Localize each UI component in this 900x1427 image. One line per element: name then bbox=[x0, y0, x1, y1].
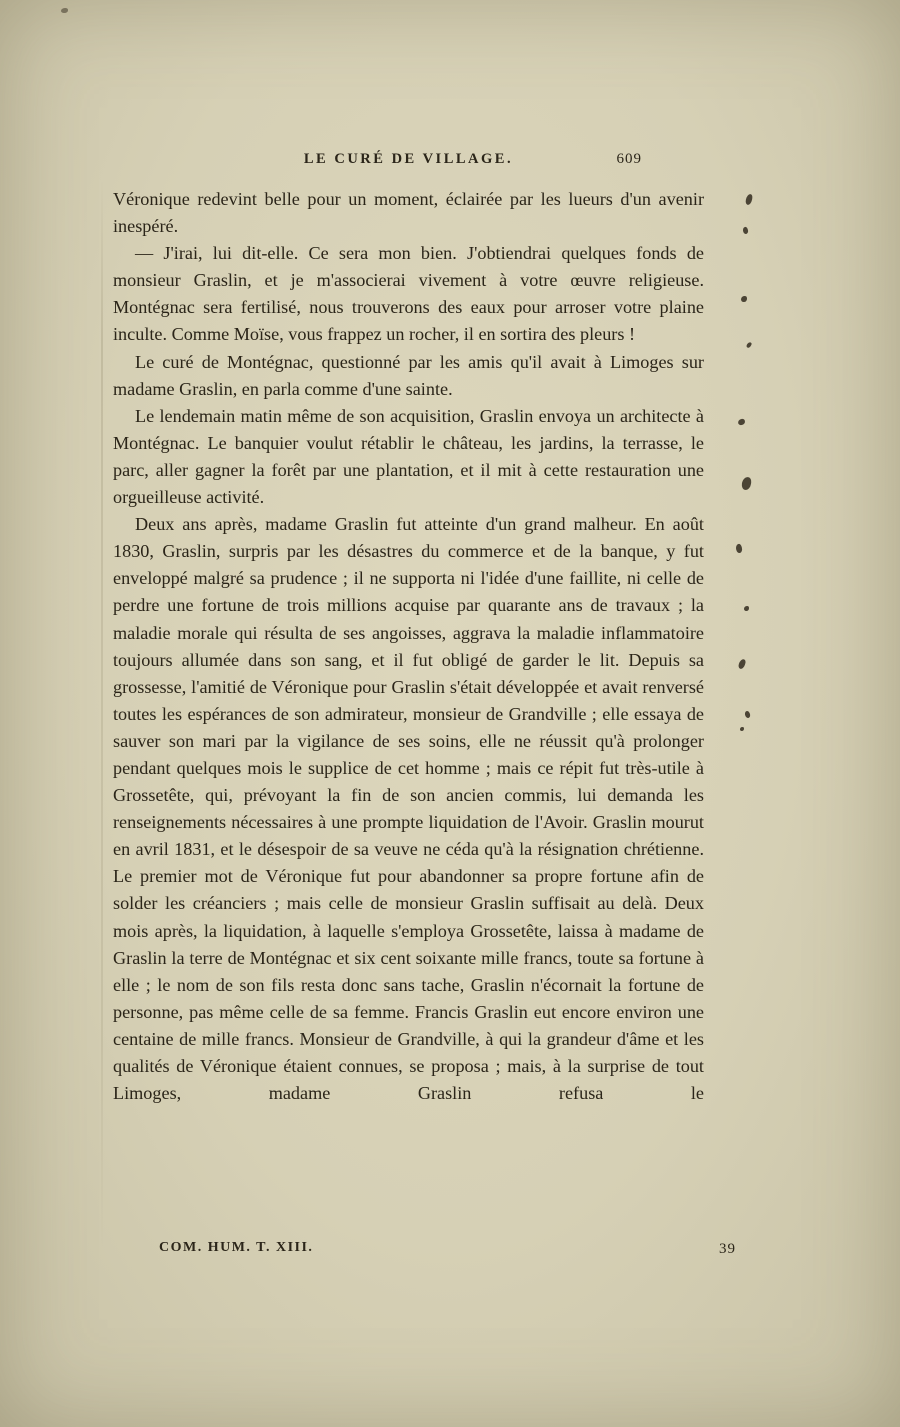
paragraph: Le curé de Montégnac, questionné par les amis qu'il avait à Limoges sur madame Graslin, en parla comme d'une sainte. bbox=[113, 351, 704, 399]
ink-speck bbox=[742, 226, 749, 234]
paragraph: Le lendemain matin même de son acquisition, Graslin envoya un architecte à Montégnac. Le banquier voulut rétablir le château, les jardins, la terrasse, le parc, aller gagner la forêt par une plantation, et il mit à cette restauration une orgueilleuse activité. bbox=[113, 405, 704, 508]
ink-speck bbox=[745, 193, 753, 205]
paragraph: — J'irai, lui dit-elle. Ce sera mon bien. J'obtiendrai quelques fonds de monsieur Graslin, et je m'associerai vivement à votre œuvre religieuse. Montégnac sera fertilisé, nous trouverons des eaux pour arroser votre plaine inculte. Comme Moïse, vous frappez un rocher, il en sortira des pleurs ! bbox=[113, 243, 704, 345]
ink-speck bbox=[741, 296, 747, 302]
ink-speck bbox=[61, 8, 68, 13]
running-head-title: LE CURÉ DE VILLAGE. bbox=[303, 151, 514, 167]
paragraph: Deux ans après, madame Graslin fut atteinte d'un grand malheur. En août 1830, Graslin, surpris par les désastres du commerce et de la banque, y fut enveloppé malgré sa prudence ; il ne supporta ni l'idée d'une faillite, ni celle de perdre une fortune de trois millions acquise par quarante ans de travaux ; la maladie morale qui résulta de ses angoisses, aggrava la maladie inflammatoire toujours allumée dans son sang, et il fut obligé de garder le lit. Depuis sa grossesse, l'amitié de Véronique pour Graslin s'était développée et avait renversé toutes les espérances de son admirateur, monsieur de Grandville ; elle essaya de sauver son mari par la vigilance de ses soins, elle ne réussit qu'à prolonger pendant quelques mois le supplice de cet homme ; mais ce répit fut très-utile à Grossetête, qui, prévoyant la fin de son ancien commis, lui demanda les renseignements nécessaires à une prompte liquidation de l'Avoir. Graslin mourut en avril 1831, et le désespoir de sa veuve ne céda qu'à la résignation chrétienne. Le premier mot de Véronique fut pour abandonner sa propre fortune afin de solder les créanciers ; mais celle de monsieur Graslin suffisait au delà. Deux mois après, la liquidation, à laquelle s'employa Grossetête, laissa à madame de Graslin la terre de Montégnac et six cent soixante mille francs, toute sa fortune à elle ; le nom de son fils resta donc sans tache, Graslin n'écornait la fortune de personne, pas même celle de sa femme. Francis Graslin eut encore environ une centaine de mille francs. Monsieur de Grandville, à qui la grandeur d'âme et les qualités de Véronique étaient connues, se proposa ; mais, à la surprise de tout Limoges, madame Graslin refusa le bbox=[113, 514, 704, 1104]
ink-speck bbox=[744, 710, 751, 718]
sheet-number: 39 bbox=[719, 1241, 736, 1257]
volume-signature: COM. HUM. T. XIII. bbox=[159, 1240, 314, 1255]
page-number: 609 bbox=[616, 151, 642, 167]
running-head bbox=[113, 151, 704, 175]
paragraph: Véronique redevint belle pour un moment, éclairée par les lueurs d'un avenir inespéré. bbox=[113, 189, 704, 237]
ink-speck bbox=[735, 543, 743, 553]
page-gutter-crease bbox=[101, 180, 103, 1250]
ink-speck bbox=[740, 727, 744, 731]
ink-speck bbox=[746, 341, 752, 348]
ink-speck bbox=[738, 418, 746, 425]
ink-speck bbox=[744, 606, 749, 611]
page-footer bbox=[113, 1240, 736, 1264]
ink-speck bbox=[738, 658, 747, 669]
page-body-text bbox=[113, 186, 704, 1107]
ink-speck bbox=[741, 476, 752, 490]
